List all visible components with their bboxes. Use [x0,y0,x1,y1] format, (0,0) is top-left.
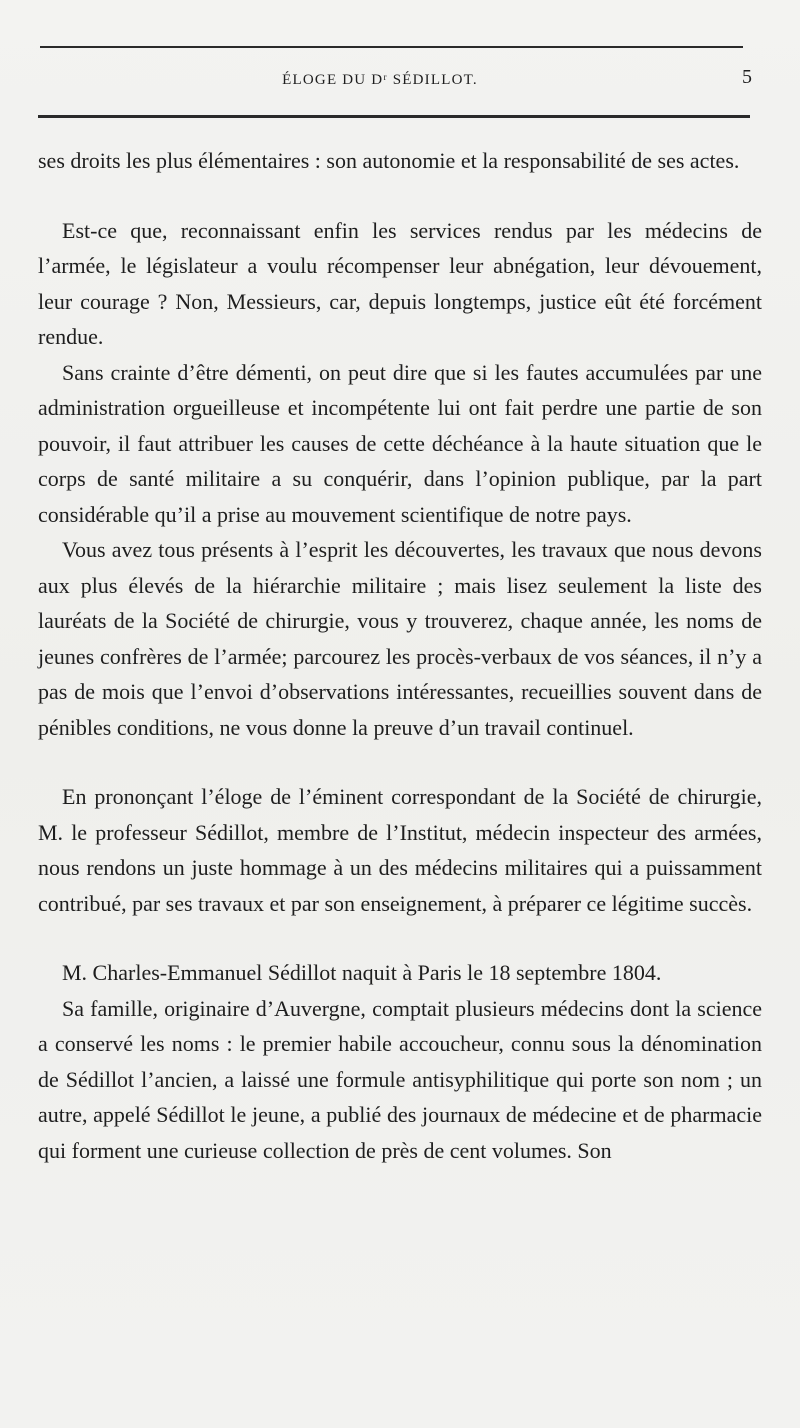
header-top-rule [40,46,743,48]
paragraph: En prononçant l’éloge de l’éminent correspondant de la Société de chirurgie, M. le professeur Sédillot, membre de l’Institut, médecin inspecteur des armées, nous rendons un juste hommage à un des médecins militaires qui a puissamment contribué, par ses travaux et par son enseignement, à préparer ce légitime succès. [38,784,762,916]
paragraph: Est-ce que, reconnaissant enfin les services rendus par les médecins de l’armée, le législateur a voulu récompenser leur abnégation, leur dévouement, leur courage ? Non, Messieurs, car, depuis longtemps, justice eût été forcément rendue. [38,217,762,349]
paragraph: Vous avez tous présents à l’esprit les découvertes, les travaux que nous devons aux plus élevés de la hiérarchie militaire ; mais lisez seulement la liste des lauréats de la Société de chirurgie, vous y trouverez, chaque année, les noms de jeunes confrères de l’armée; parcourez les procès-verbaux de vos séances, il n’y a pas de mois que l’envoi d’observations intéressantes, recueillies souvent dans de pénibles conditions, ne vous donne la preuve d’un travail continuel. [38,537,762,740]
paragraph-continuation: ses droits les plus élémentaires : son autonomie et la responsabilité de ses actes. [38,148,740,173]
paragraph: Sa famille, originaire d’Auvergne, comptait plusieurs médecins dont la science a conservé les noms : le premier habile accoucheur, connu sous la dénomination de Sédillot l’ancien, a laissé une formule antisyphilitique qui porte son nom ; un autre, appelé Sédillot le jeune, a publié des journaux de médecine et de pharmacie qui forment une curieuse collection de près de cent volumes. Son [38,995,762,1163]
page-number: 5 [742,66,752,88]
header-bottom-rule [38,115,750,118]
paragraph: M. Charles-Emmanuel Sédillot naquit à Paris le 18 septembre 1804. [62,960,662,985]
body-text [38,143,762,1168]
running-title: ÉLOGE DU Dʳ SÉDILLOT. [282,72,478,88]
paragraph: Sans crainte d’être démenti, on peut dire que si les fautes accumulées par une administration orgueilleuse et incompétente lui ont fait perdre une partie de son pouvoir, il faut attribuer les causes de cette déchéance à la haute situation que le corps de santé militaire a su conquérir, dans l’opinion publique, par la part considérable qu’il a prise au mouvement scientifique de notre pays. [38,359,762,527]
